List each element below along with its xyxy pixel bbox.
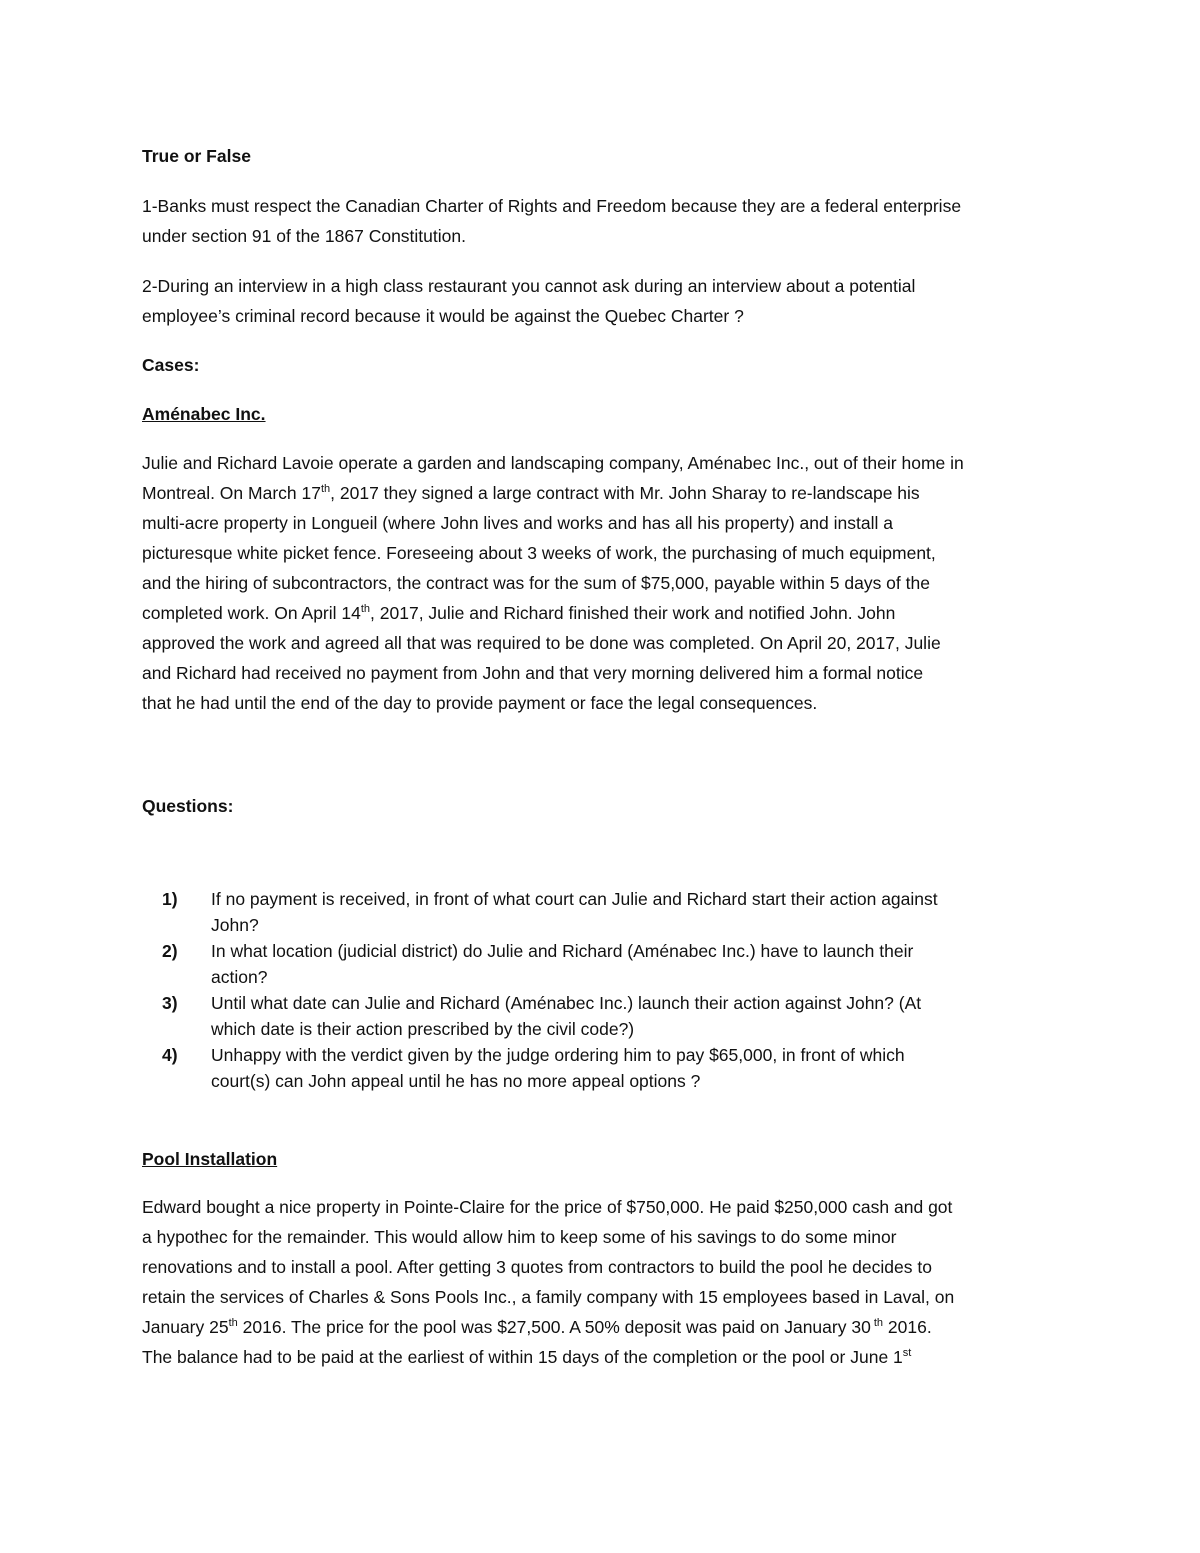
tf-question-1	[142, 191, 1072, 251]
amenabec-line-5: and the hiring of subcontractors, the contract was for the sum of $75,000, payable within 5 days of the	[142, 573, 930, 593]
question-line: which date is their action prescribed by the civil code?)	[211, 1019, 635, 1039]
pool-case-paragraph	[142, 1192, 1072, 1372]
question-line: court(s) can John appeal until he has no more appeal options ?	[211, 1071, 701, 1091]
question-item	[142, 990, 1072, 1042]
tf-question-2-line-2: employee’s criminal record because it would be against the Quebec Charter ?	[142, 306, 744, 326]
document-content	[142, 141, 1072, 1372]
pool-line-1: Edward bought a nice property in Pointe-Claire for the price of $750,000. He paid $250,000 cash and got	[142, 1197, 953, 1217]
question-line: Unhappy with the verdict given by the judge ordering him to pay $65,000, in front of which	[211, 1045, 905, 1065]
amenabec-case-paragraph	[142, 448, 1072, 718]
pool-case-title: Pool Installation	[142, 1149, 278, 1169]
amenabec-line-4: picturesque white picket fence. Foreseeing about 3 weeks of work, the purchasing of much equipment,	[142, 543, 936, 563]
question-number: 3)	[162, 993, 178, 1013]
question-line: In what location (judicial district) do Julie and Richard (Aménabec Inc.) have to launch their	[211, 941, 914, 961]
pool-line-3: renovations and to install a pool. After getting 3 quotes from contractors to build the pool he decides to	[142, 1257, 932, 1277]
question-line: John?	[211, 915, 259, 935]
question-number: 2)	[162, 941, 178, 961]
amenabec-line-8: and Richard had received no payment from John and that very morning delivered him a formal notice	[142, 663, 924, 683]
pool-line-2: a hypothec for the remainder. This would allow him to keep some of his savings to do some minor	[142, 1227, 897, 1247]
question-line: action?	[211, 967, 268, 987]
cases-heading: Cases:	[142, 355, 200, 375]
amenabec-line-1: Julie and Richard Lavoie operate a garden and landscaping company, Aménabec Inc., out of their home in	[142, 453, 964, 473]
amenabec-case-title: Aménabec Inc.	[142, 404, 266, 424]
question-item	[142, 886, 1072, 938]
tf-question-2	[142, 271, 1072, 331]
amenabec-line-6: completed work. On April 14th, 2017, Julie and Richard finished their work and notified John. John	[142, 603, 896, 623]
question-item	[142, 1042, 1072, 1094]
tf-question-2-line-1: 2-During an interview in a high class restaurant you cannot ask during an interview about a potential	[142, 276, 916, 296]
question-number: 1)	[162, 889, 178, 909]
true-false-heading: True or False	[142, 146, 251, 166]
question-item	[142, 938, 1072, 990]
question-line: If no payment is received, in front of what court can Julie and Richard start their action against	[211, 889, 938, 909]
questions-list	[142, 886, 1072, 1094]
question-line: Until what date can Julie and Richard (Aménabec Inc.) launch their action against John? (At	[211, 993, 922, 1013]
pool-line-6: The balance had to be paid at the earliest of within 15 days of the completion or the pool or June 1st	[142, 1347, 912, 1367]
amenabec-line-7: approved the work and agreed all that was required to be done was completed. On April 20, 2017, Julie	[142, 633, 941, 653]
questions-heading: Questions:	[142, 796, 234, 816]
tf-question-1-line-2: under section 91 of the 1867 Constitution.	[142, 226, 466, 246]
amenabec-line-9: that he had until the end of the day to provide payment or face the legal consequences.	[142, 693, 818, 713]
question-number: 4)	[162, 1045, 178, 1065]
tf-question-1-line-1: 1-Banks must respect the Canadian Charter of Rights and Freedom because they are a federal enterprise	[142, 196, 962, 216]
pool-line-5: January 25th 2016. The price for the pool was $27,500. A 50% deposit was paid on January 30 $^{th}$ 2016.	[142, 1317, 932, 1337]
amenabec-line-2: Montreal. On March 17th, 2017 they signed a large contract with Mr. John Sharay to re-landscape his	[142, 483, 920, 503]
pool-line-4: retain the services of Charles & Sons Pools Inc., a family company with 15 employees based in Laval, on	[142, 1287, 955, 1307]
amenabec-line-3: multi-acre property in Longueil (where John lives and works and has all his property) and install a	[142, 513, 893, 533]
